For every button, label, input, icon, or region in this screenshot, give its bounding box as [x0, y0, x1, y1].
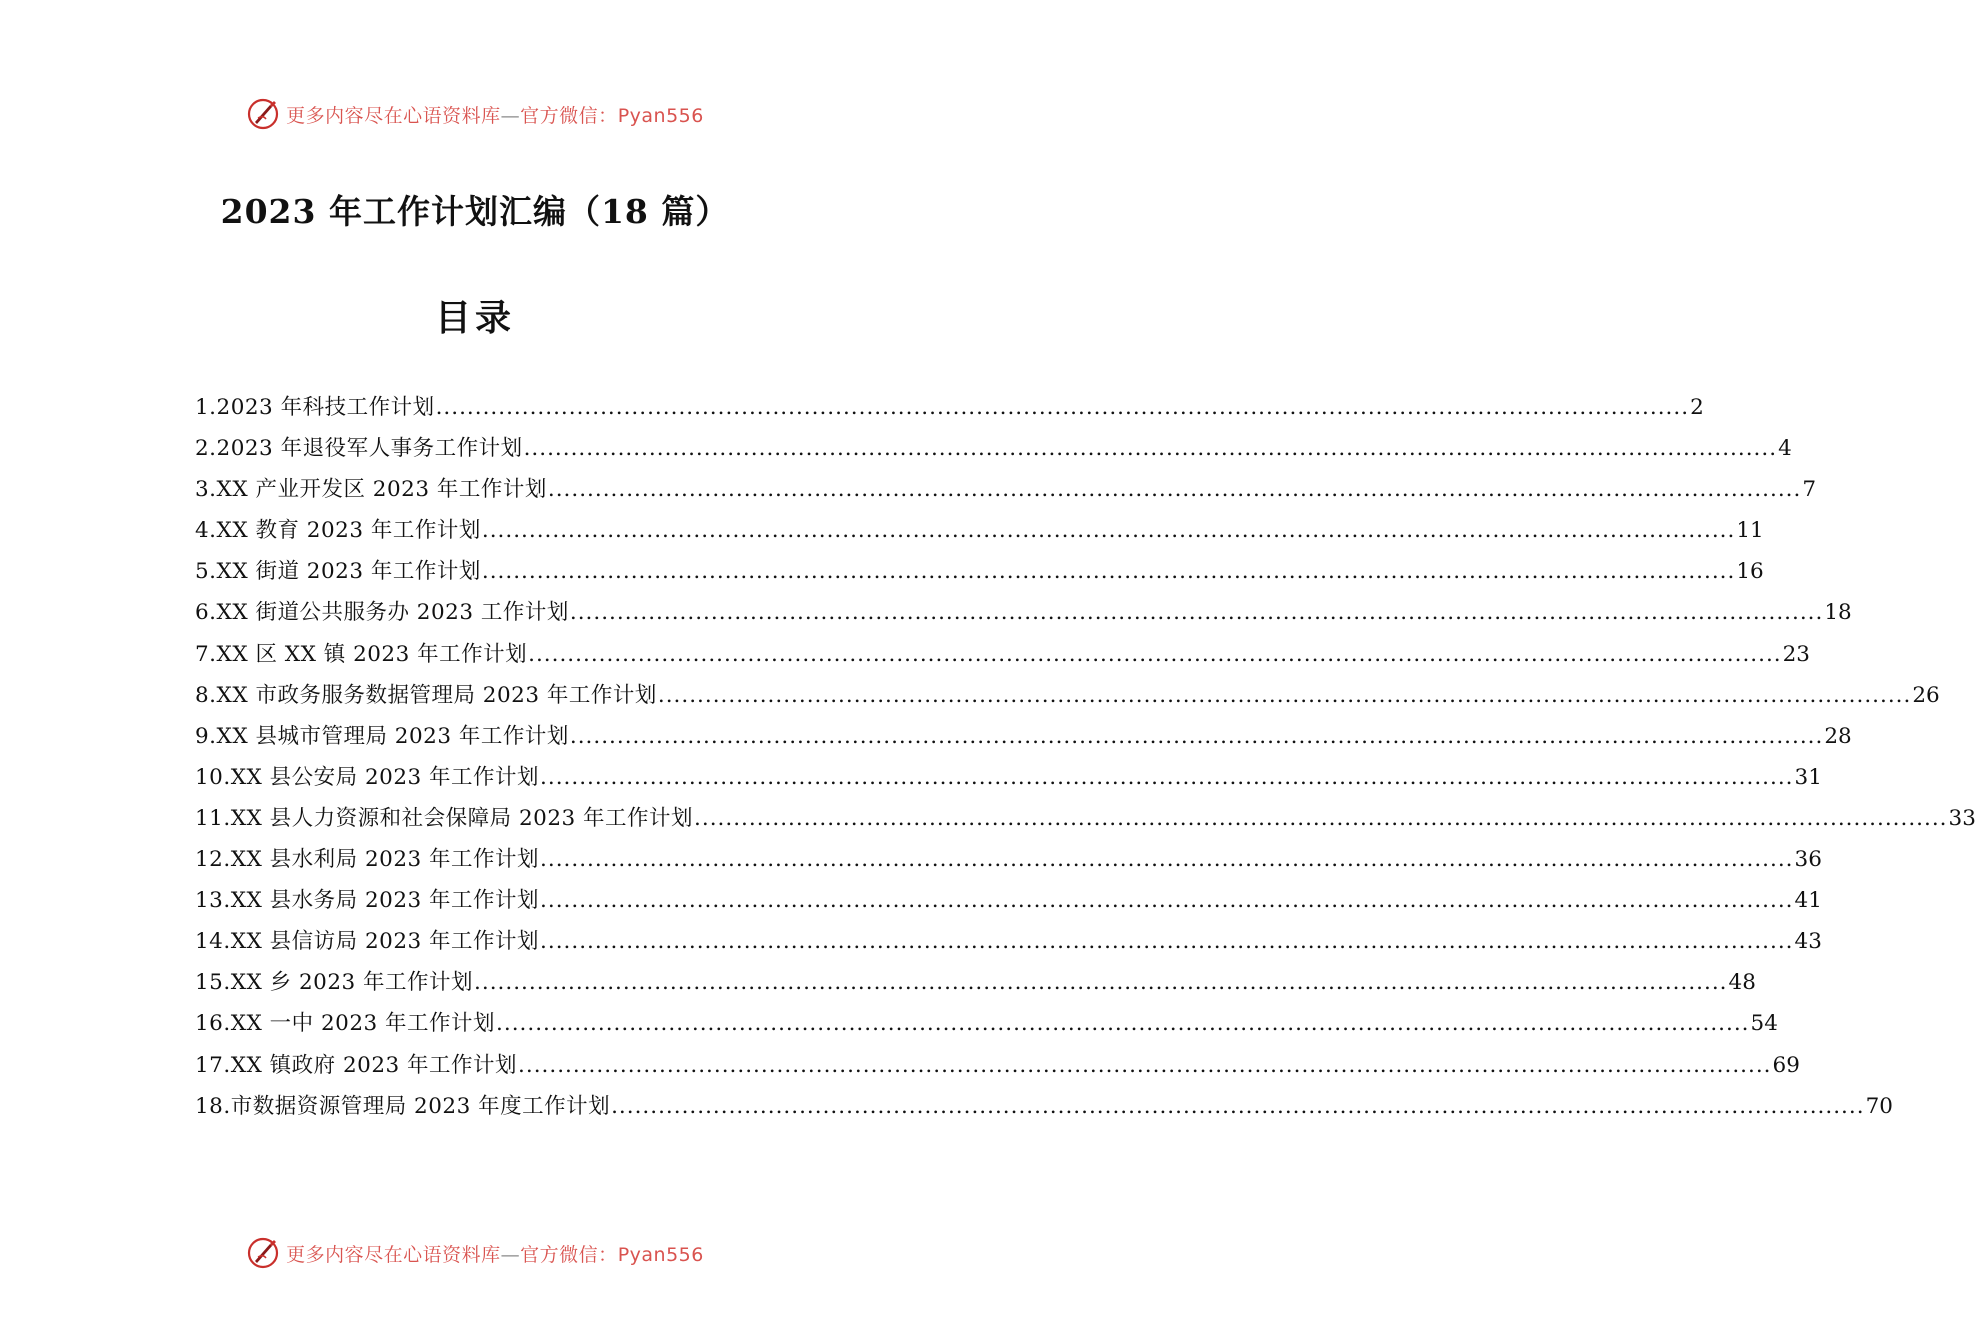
toc-entry[interactable]	[195, 924, 1822, 965]
toc-entry-page: 11	[1736, 518, 1764, 544]
toc-entry[interactable]	[195, 1048, 1800, 1089]
toc-entry[interactable]	[195, 1089, 1893, 1130]
toc-entry-label: 10.XX 县公安局 2023 年工作计划	[195, 764, 540, 790]
toc-leader-dots	[658, 683, 1911, 708]
toc-entry[interactable]	[195, 1006, 1778, 1047]
toc-leader-dots	[540, 847, 1793, 872]
toc-entry-label: 15.XX 乡 2023 年工作计划	[195, 970, 474, 996]
toc-leader-dots	[518, 1053, 1771, 1078]
watermark-account: Pyan556	[617, 1243, 704, 1266]
toc-entry-page: 28	[1824, 723, 1852, 749]
toc-entry-page: 4	[1778, 436, 1792, 462]
toc-entry[interactable]	[195, 390, 1704, 431]
toc-entry-label: 1.2023 年科技工作计划	[195, 395, 435, 420]
quill-logo-icon	[246, 1236, 280, 1270]
toc-entry-page: 33	[1948, 805, 1976, 831]
watermark-text	[286, 101, 704, 128]
toc-entry[interactable]	[195, 513, 1764, 554]
toc-entry-page: 48	[1728, 970, 1756, 996]
toc-leader-dots	[570, 600, 1823, 625]
toc-entry[interactable]	[195, 965, 1756, 1006]
toc-entry-label: 12.XX 县水利局 2023 年工作计划	[195, 847, 540, 873]
toc-entry-label: 14.XX 县信访局 2023 年工作计划	[195, 929, 540, 955]
toc-leader-dots	[540, 765, 1793, 790]
toc-entry[interactable]	[195, 595, 1852, 636]
toc-entry-page: 16	[1736, 559, 1764, 585]
toc-leader-dots	[474, 970, 1727, 995]
toc-entry-label: 3.XX 产业开发区 2023 年工作计划	[195, 477, 547, 503]
toc-leader-dots	[496, 1011, 1749, 1036]
toc-entry-page: 31	[1794, 764, 1822, 790]
toc-entry-label: 9.XX 县城市管理局 2023 年工作计划	[195, 723, 569, 749]
watermark-account: Pyan556	[617, 104, 704, 127]
watermark-header	[0, 94, 950, 134]
toc-entry[interactable]	[195, 883, 1822, 924]
toc-leader-dots	[482, 518, 1735, 543]
quill-logo-icon	[246, 97, 280, 131]
watermark-text	[286, 1240, 704, 1267]
toc-leader-dots	[570, 724, 1823, 749]
toc-entry-page: 7	[1802, 477, 1817, 503]
toc-entry-page: 69	[1772, 1052, 1800, 1078]
watermark-main: 更多内容尽在心语资料库	[286, 104, 501, 127]
toc-entry-label: 18.市数据资源管理局 2023 年度工作计划	[195, 1093, 611, 1119]
toc-leader-dots	[524, 436, 1777, 461]
toc-entry-label: 16.XX 一中 2023 年工作计划	[195, 1011, 496, 1037]
toc-entry[interactable]	[195, 719, 1852, 760]
toc-entry[interactable]	[195, 801, 1976, 842]
toc-leader-dots	[548, 477, 1801, 502]
toc-entry-label: 6.XX 街道公共服务办 2023 工作计划	[195, 600, 569, 626]
watermark-official: 官方微信：	[520, 1243, 618, 1266]
watermark-separator: —	[500, 1243, 521, 1266]
toc-entry-page: 43	[1794, 929, 1822, 955]
toc-entry-page: 70	[1865, 1093, 1893, 1119]
toc-entry[interactable]	[195, 554, 1764, 595]
watermark-main: 更多内容尽在心语资料库	[286, 1243, 501, 1266]
toc-entry-label: 11.XX 县人力资源和社会保障局 2023 年工作计划	[195, 805, 694, 831]
toc-leader-dots	[611, 1094, 1864, 1119]
watermark-official: 官方微信：	[520, 104, 618, 127]
toc-entry[interactable]	[195, 760, 1822, 801]
toc-entry-page: 18	[1824, 600, 1852, 626]
toc-heading: 目录	[434, 297, 515, 339]
toc-leader-dots	[540, 888, 1793, 913]
toc-entry-label: 8.XX 市政务服务数据管理局 2023 年工作计划	[195, 682, 657, 708]
toc-entry-page: 36	[1794, 847, 1822, 873]
watermark-footer	[0, 1233, 950, 1273]
toc-leader-dots	[528, 642, 1781, 667]
toc-leader-dots	[436, 395, 1689, 420]
toc-entry-label: 13.XX 县水务局 2023 年工作计划	[195, 888, 540, 914]
toc-entry-page: 41	[1794, 888, 1822, 914]
toc-entry[interactable]	[195, 637, 1810, 678]
toc-entry-page: 54	[1750, 1011, 1778, 1037]
toc-entry-label: 17.XX 镇政府 2023 年工作计划	[195, 1052, 518, 1078]
toc-entry-page: 23	[1782, 641, 1810, 667]
toc-entry-page: 2	[1690, 395, 1704, 420]
toc-entry-label: 7.XX 区 XX 镇 2023 年工作计划	[195, 641, 528, 667]
toc-leader-dots	[694, 806, 1947, 831]
toc-entry-label: 5.XX 街道 2023 年工作计划	[195, 559, 481, 585]
toc-entry[interactable]	[195, 842, 1822, 883]
toc-leader-dots	[482, 559, 1735, 584]
toc-entry-label: 2.2023 年退役军人事务工作计划	[195, 436, 523, 462]
toc-leader-dots	[540, 929, 1793, 954]
toc-entry[interactable]	[195, 472, 1817, 513]
toc-entry-page: 26	[1912, 682, 1940, 708]
toc-entry[interactable]	[195, 431, 1792, 472]
table-of-contents	[195, 390, 1976, 1130]
document-title: 2023 年工作计划汇编（18 篇）	[220, 192, 730, 231]
toc-entry-label: 4.XX 教育 2023 年工作计划	[195, 518, 481, 544]
watermark-separator: —	[500, 104, 521, 127]
toc-entry[interactable]	[195, 678, 1940, 719]
